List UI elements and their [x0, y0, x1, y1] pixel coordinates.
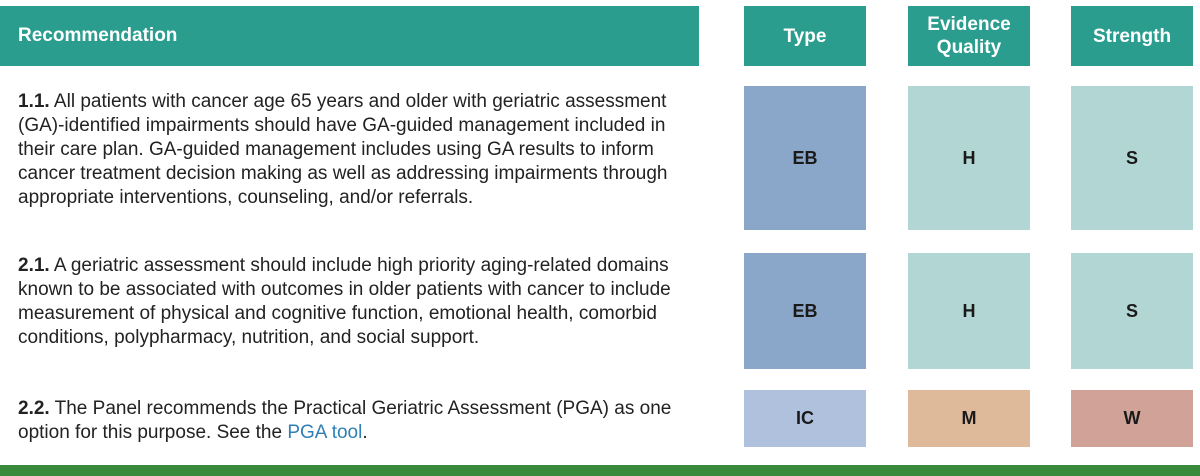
header-evidence-quality — [908, 6, 1030, 66]
recommendation-text: A geriatric assessment should include high priority aging-related domains known to be associated with outcomes in older patients with cancer to include measurement of physical and cognitive function, emotional health, comorbid conditions, polypharmacy, nutrition, and social support. — [18, 255, 671, 348]
strength-cell: W — [1071, 390, 1193, 447]
strength-cell: S — [1071, 253, 1193, 369]
header-evidence-quality-line2: Quality — [936, 37, 1002, 58]
evidence-quality-cell: H — [908, 86, 1030, 230]
header-strength: Strength — [1071, 6, 1193, 66]
recommendation-number: 2.1. — [18, 255, 50, 276]
recommendation-2-1 — [18, 254, 698, 350]
recommendation-text: The Panel recommends the Practical Geriatric Assessment (PGA) as one option for this purpose. See the — [18, 398, 672, 443]
recommendation-2-2 — [18, 397, 698, 445]
recommendation-number: 1.1. — [18, 91, 50, 112]
recommendation-number: 2.2. — [18, 398, 50, 419]
recommendation-text: All patients with cancer age 65 years and older with geriatric assessment (GA)-identified impairments should have GA-guided management included in their care plan. GA-guided management includes using GA results to inform cancer treatment decision making as well as addressing impairments through appropriate interventions, counseling, and/or referrals. — [18, 91, 668, 208]
recommendation-trailing: . — [362, 422, 368, 443]
type-cell: IC — [744, 390, 866, 447]
pga-tool-link[interactable]: PGA tool — [287, 422, 363, 443]
evidence-quality-cell: H — [908, 253, 1030, 369]
type-cell: EB — [744, 86, 866, 230]
type-cell: EB — [744, 253, 866, 369]
header-type: Type — [744, 6, 866, 66]
header-evidence-quality-line1: Evidence — [927, 14, 1011, 35]
recommendation-1-1 — [18, 90, 698, 210]
evidence-quality-cell: M — [908, 390, 1030, 447]
footer-bar — [0, 465, 1200, 476]
header-recommendation: Recommendation — [0, 6, 699, 66]
strength-cell: S — [1071, 86, 1193, 230]
